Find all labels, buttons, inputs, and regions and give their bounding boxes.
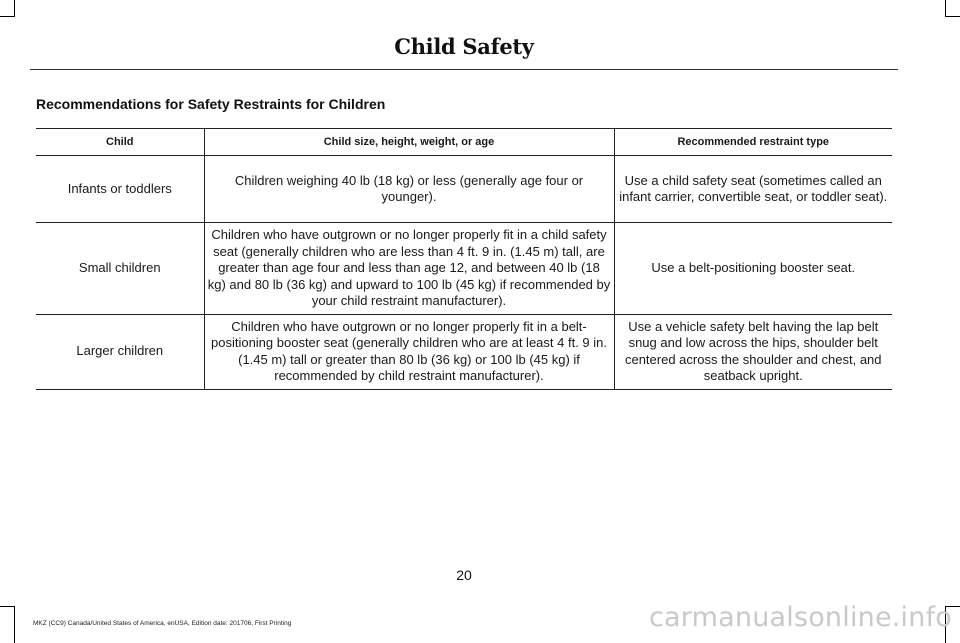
crop-mark-bottom-left-vertical bbox=[14, 606, 15, 643]
crop-mark-top-right-vertical bbox=[945, 0, 946, 17]
crop-mark-bottom-left-horizontal bbox=[0, 606, 14, 607]
column-header-restraint-type: Recommended restraint type bbox=[614, 129, 892, 156]
watermark: carmanualsonline.info bbox=[649, 602, 952, 633]
table-row bbox=[36, 156, 892, 223]
column-header-child: Child bbox=[36, 129, 204, 156]
edition-footer: MKZ (CC9) Canada/United States of America, enUSA, Edition date: 201706, First Printing bbox=[33, 620, 292, 627]
cell-child-size: Children who have outgrown or no longer properly fit in a child safety seat (generally children who are less than 4 ft. 9 in. (1.45 m) tall, are greater than age four and less than age 12, and between 40 lb (18 kg) and 80 lb (36 kg) and upward to 100 lb (45 kg) if recommended by your child restraint manufacturer). bbox=[204, 223, 614, 315]
cell-restraint-type: Use a child safety seat (sometimes called an infant carrier, convertible seat, or toddler seat). bbox=[614, 156, 892, 223]
table-header-row bbox=[36, 129, 892, 156]
cell-child: Infants or toddlers bbox=[36, 156, 204, 223]
cell-child-size: Children weighing 40 lb (18 kg) or less (generally age four or younger). bbox=[204, 156, 614, 223]
cell-child-size: Children who have outgrown or no longer properly fit in a belt-positioning booster seat (generally children who are at least 4 ft. 9 in. (1.45 m) tall or greater than 80 lb (36 kg) or 100 lb (45 kg) if recommended by child restraint manufacturer). bbox=[204, 314, 614, 389]
cell-child: Small children bbox=[36, 223, 204, 315]
page-number: 20 bbox=[456, 567, 472, 583]
table-row bbox=[36, 223, 892, 315]
crop-mark-top-right-horizontal bbox=[946, 16, 960, 17]
cell-restraint-type: Use a vehicle safety belt having the lap belt snug and low across the hips, shoulder belt centered across the shoulder and chest, and seatback upright. bbox=[614, 314, 892, 389]
page-title: Child Safety bbox=[394, 34, 534, 59]
cell-child: Larger children bbox=[36, 314, 204, 389]
crop-mark-top-left-vertical bbox=[14, 0, 15, 17]
column-header-child-size: Child size, height, weight, or age bbox=[204, 129, 614, 156]
cell-restraint-type: Use a belt-positioning booster seat. bbox=[614, 223, 892, 315]
section-heading: Recommendations for Safety Restraints for Children bbox=[36, 96, 386, 112]
table-row bbox=[36, 314, 892, 389]
crop-mark-top-left-horizontal bbox=[0, 16, 14, 17]
header-divider bbox=[30, 69, 898, 70]
restraint-recommendations-table bbox=[36, 128, 892, 390]
